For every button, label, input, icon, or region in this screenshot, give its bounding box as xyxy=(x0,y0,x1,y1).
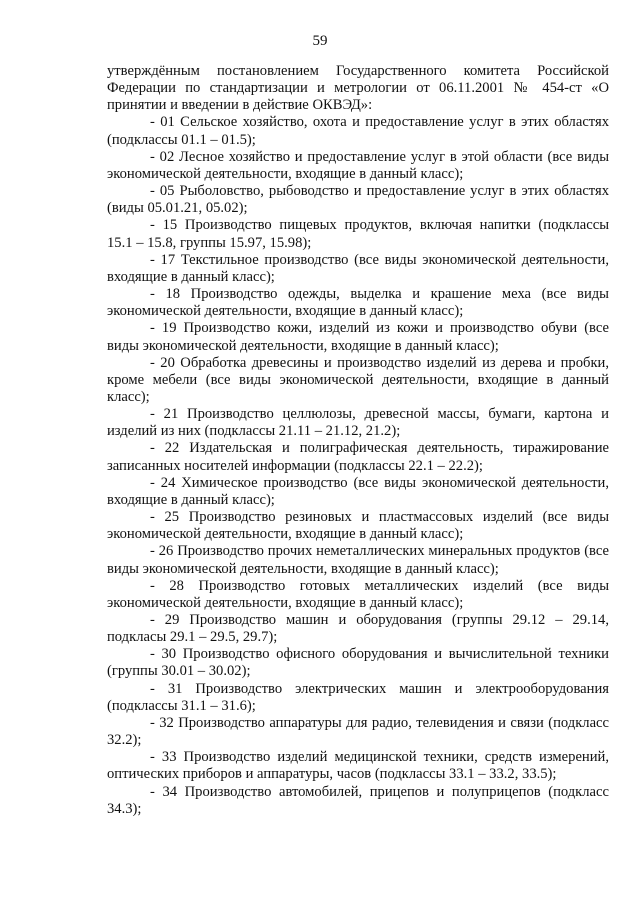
list-item: - 19 Производство кожи, изделий из кожи и производство обуви (все виды экономической деятельности, входящие в данный класс); xyxy=(107,320,609,354)
list-item: - 25 Производство резиновых и пластмассовых изделий (все виды экономической деятельности, входящие в данный класс); xyxy=(107,509,609,543)
list-item: - 02 Лесное хозяйство и предоставление услуг в этой области (все виды экономической деятельности, входящие в данный класс); xyxy=(107,148,609,182)
list-item: - 20 Обработка древесины и производство изделий из дерева и пробки, кроме мебели (все виды экономической деятельности, входящие в данный класс); xyxy=(107,354,609,405)
list-item: - 05 Рыболовство, рыбоводство и предоставление услуг в этих областях (виды 05.01.21, 05.02); xyxy=(107,183,609,217)
document-body xyxy=(107,63,609,818)
list-item: - 29 Производство машин и оборудования (группы 29.12 – 29.14, подкласы 29.1 – 29.5, 29.7); xyxy=(107,612,609,646)
list-item: - 17 Текстильное производство (все виды экономической деятельности, входящие в данный класс); xyxy=(107,251,609,285)
list-item: - 26 Производство прочих неметаллических минеральных продуктов (все виды экономической деятельности, входящие в данный класс); xyxy=(107,543,609,577)
list-item: - 21 Производство целлюлозы, древесной массы, бумаги, картона и изделий из них (подклассы 21.11 – 21.12, 21.2); xyxy=(107,406,609,440)
list-item: - 24 Химическое производство (все виды экономической деятельности, входящие в данный класс); xyxy=(107,474,609,508)
list-item: - 33 Производство изделий медицинской техники, средств измерений, оптических приборов и аппаратуры, часов (подклассы 33.1 – 33.2, 33.5); xyxy=(107,749,609,783)
list-item: - 32 Производство аппаратуры для радио, телевидения и связи (подкласс 32.2); xyxy=(107,714,609,749)
list-item: - 30 Производство офисного оборудования и вычислительной техники (группы 30.01 – 30.02); xyxy=(107,646,609,680)
list-item: - 28 Производство готовых металлических изделий (все виды экономической деятельности, входящие в данный класс); xyxy=(107,577,609,611)
list-item: - 34 Производство автомобилей, прицепов и полуприцепов (подкласс 34.3); xyxy=(107,783,609,817)
page-number: 59 xyxy=(312,33,328,49)
list-item: - 18 Производство одежды, выделка и крашение меха (все виды экономической деятельности, входящие в данный класс); xyxy=(107,286,609,320)
list-item: - 15 Производство пищевых продуктов, включая напитки (подклассы 15.1 – 15.8, группы 15.97, 15.98); xyxy=(107,217,609,251)
list-item: - 22 Издательская и полиграфическая деятельность, тиражирование записанных носителей информации (подклассы 22.1 – 22.2); xyxy=(107,440,609,474)
intro-paragraph: утверждённым постановлением Государственного комитета Российской Федерации по стандартизации и метрологии от 06.11.2001 № 454-ст «О принятии и введении в действие ОКВЭД»: xyxy=(107,63,609,114)
list-item: - 31 Производство электрических машин и электрооборудования (подклассы 31.1 – 31.6); xyxy=(107,680,609,714)
list-item: - 01 Сельское хозяйство, охота и предоставление услуг в этих областях (подклассы 01.1 – 01.5); xyxy=(107,114,609,148)
